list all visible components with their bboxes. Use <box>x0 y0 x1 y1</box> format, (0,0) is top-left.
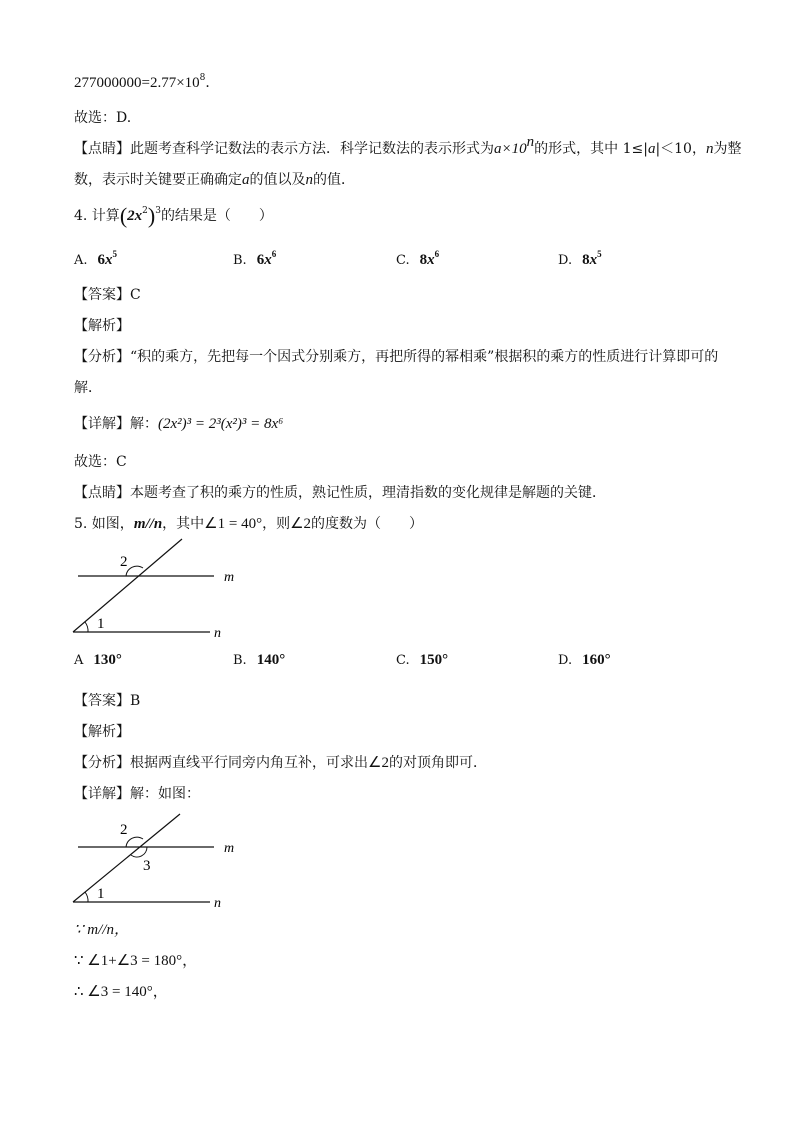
label-m: m <box>224 570 235 585</box>
dianjing-line-2: 数，表示时关键要正确确定a的值以及n的值． <box>74 172 355 188</box>
label-2: 2 <box>120 554 128 570</box>
parallel-lines-figure-1 <box>60 535 260 645</box>
angle-1-arc <box>85 892 88 902</box>
q4-fenxi-2: 解． <box>74 380 102 396</box>
q5-xiangjie: 【详解】解：如图： <box>74 786 200 802</box>
question-4: 4. 计算$(2x^2)^3$的结果是（ ） <box>74 203 273 228</box>
step-3: ∴ ∠3 = 140°， <box>74 984 168 1000</box>
q4-option-c[interactable]: C. $8x^6$ <box>396 249 440 268</box>
q4-dianjing: 【点睛】本题考查了积的乘方的性质，熟记性质，理清指数的变化规律是解题的关键． <box>74 485 606 501</box>
q5-answer: 【答案】B <box>74 693 141 709</box>
q4-option-a[interactable]: A. $6x^5$ <box>74 249 118 268</box>
label-n: n <box>214 896 221 911</box>
step-1: ∵ m//n， <box>74 922 129 938</box>
q4-answer: 【答案】C <box>74 287 141 303</box>
q5-option-d[interactable]: D. 160° <box>558 652 611 668</box>
q5-option-a[interactable]: A 130° <box>74 652 122 668</box>
q4-analysis-heading: 【解析】 <box>74 318 130 334</box>
transversal <box>73 539 182 632</box>
parallel-lines-figure-2 <box>60 812 260 912</box>
label-1: 1 <box>97 616 105 632</box>
label-3: 3 <box>143 858 151 874</box>
label-n: n <box>214 626 221 641</box>
q5-option-b[interactable]: B. 140° <box>233 652 286 668</box>
label-2: 2 <box>120 822 128 838</box>
step-2: ∵ ∠1+∠3 = 180°， <box>74 953 198 969</box>
label-1: 1 <box>97 886 105 902</box>
q4-fenxi-1: 【分析】“积的乘方，先把每一个因式分别乘方，再把所得的幂相乘”根据积的乘方的性质进行计算即可的 <box>74 349 719 365</box>
q5-analysis-heading: 【解析】 <box>74 724 130 740</box>
q5-fenxi: 【分析】根据两直线平行同旁内角互补，可求出∠2的对顶角即可． <box>74 755 487 771</box>
label-m: m <box>224 841 235 856</box>
q4-option-d[interactable]: D. $8x^5$ <box>558 249 602 268</box>
q4-xiangjie: 【详解】解：(2x²)³ = 2³(x²)³ = 8x⁶ <box>74 416 284 432</box>
choice-d-line: 故选：D. <box>74 110 132 126</box>
q5-option-c[interactable]: C. 150° <box>396 652 449 668</box>
question-5: 5. 如图，m//n，其中∠1 = 40°，则∠2的度数为（ ） <box>74 516 424 532</box>
dianjing-line-1: 【点睛】此题考查科学记数法的表示方法．科学记数法的表示形式为$a\times 10^n$的形式，其中 1≤|a|＜10，n为整 <box>74 134 742 157</box>
sci-notation-result: $277000000=2.77\times 10^8$． <box>74 73 220 91</box>
angle-2-arc <box>126 837 143 847</box>
q4-choice: 故选：C <box>74 454 127 470</box>
q4-option-b[interactable]: B. $6x^6$ <box>233 249 277 268</box>
angle-1-arc <box>85 622 88 632</box>
